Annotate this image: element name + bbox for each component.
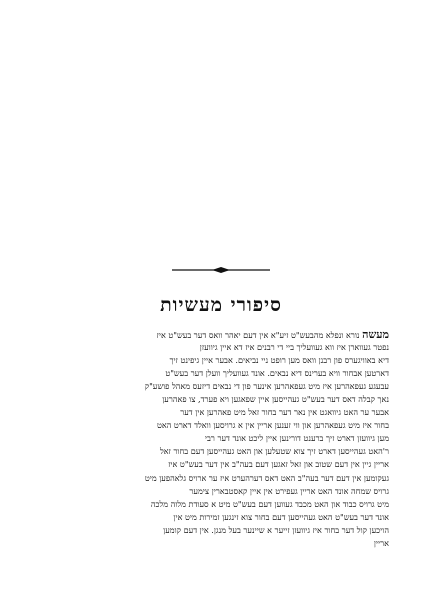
opening-word: מעשה xyxy=(362,328,389,341)
text-line: מען גיוועזן דארט זיך ברענט דורינען איין ליכט אונד דער רבי xyxy=(204,433,389,444)
text-line: ר'האט געהייסען דארט זיך צוא שטעלען און האט געהייסען דעם בחור זאל xyxy=(159,446,389,457)
text-line: אבער ער האט גיוואגט אין נאר דער בחור זאל מיט פאהרען אין דער xyxy=(180,407,389,418)
text-line: געקומען אין דעם דער בעה"ב האט דאס דערהערט איז ער ארויס גלאהפען מיט xyxy=(144,472,389,483)
text-line: מיט גרויס כבוד און האט מכבד געווען דעם בעש"ט מיט א סעודת מלוה מלכה xyxy=(150,498,389,509)
decorative-rule xyxy=(172,266,270,274)
page-title: סיפורי מעשיות xyxy=(160,294,282,316)
text-line: אריין xyxy=(373,537,389,548)
text-line xyxy=(78,328,389,341)
body-text xyxy=(78,328,389,550)
text-line: אונד דער בעש"ט האט געהייסען דעם בחור צוא זינגען זמירות מיט אין xyxy=(173,511,389,522)
text-line: נאך קבלה דאס דער בעש"ט געהייסען איין שפאגען ויא פערד, צו פאהרען xyxy=(162,394,389,405)
text-line-content: נורא ונפלא מהבעש"ט זיע"א אין דעם יאהר וואס דער בעש"ט איז xyxy=(156,330,360,340)
text-line: נפטר געווארן איז ווא געוועליך ביי די רבנים איז דא איין גיוועזן xyxy=(199,342,389,353)
text-line: דארטען אבחור וויא בערינס דיא נבאים. אונד געוועליך וועלן דער בעש"ט xyxy=(165,368,389,379)
text-line: אריין גיין אין דעם שטוב און זאל זאגען דעם בעה"ב אין דער בעש"ט איז xyxy=(168,459,389,470)
text-line: בחור איז מיט געפאהרען און ווי זענען אריין אין א גרויסען וואלד דארט האט xyxy=(156,420,389,431)
text-line: דיא באוויגערס פון רבנן וואס מען רופט ניי נביאים. אבער איין גיפינט זיך xyxy=(169,355,389,366)
text-line: הויכען קול דער בחור איז גיוועזן זייער א שיינער בעל מנגן. אין דעם קומען xyxy=(163,524,389,535)
text-line: גרויס שמחה אונד האט אריין געפירט אין איין קאסטבארין צימער xyxy=(189,485,389,496)
text-line: עבעגע געפאהרען איז מיט געפאהרען אינער פון די נבאים דיזעס מאהל פושע"ק xyxy=(144,381,389,392)
page-edge xyxy=(0,0,8,600)
